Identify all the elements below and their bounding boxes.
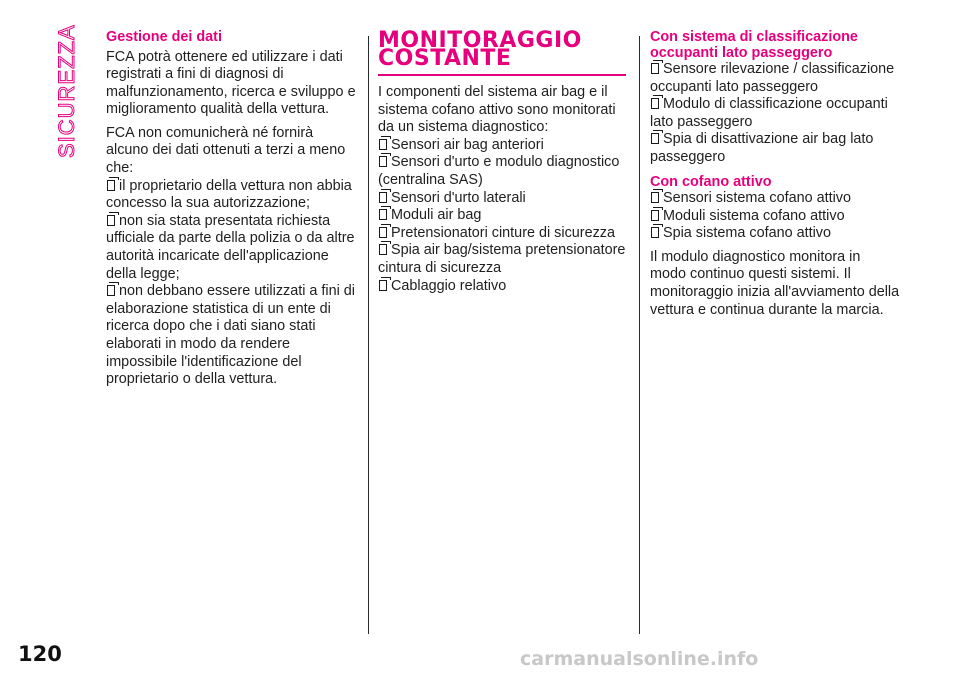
section-tab: [52, 24, 82, 160]
paragraph: Il modulo diagnostico monitora in modo continuo questi sistemi. Il monitoraggio inizia all'avviamento della vettura e continua durante la marcia.: [650, 248, 900, 318]
column-constant-monitoring: [378, 30, 628, 295]
page-bullet-icon: [651, 210, 659, 221]
page-bullet-icon: [379, 156, 387, 167]
list-item: [106, 213, 358, 283]
paragraph: I componenti del sistema air bag e il sistema cofano attivo sono monitorati da un sistema diagnostico:: [378, 84, 616, 136]
list-item-text: Spia di disattivazione air bag lato passeggero: [650, 131, 874, 165]
list-item-text: Spia sistema cofano attivo: [663, 225, 831, 242]
list-item-text: Moduli air bag: [391, 207, 482, 224]
page-bullet-icon: [651, 133, 659, 144]
list-item: [650, 96, 900, 131]
heading-occupant-classification: Con sistema di classificazione occupanti lato passeggero: [650, 29, 858, 61]
heading-data-management: Gestione dei dati: [106, 29, 222, 45]
page-bullet-icon: [379, 227, 387, 238]
list-item: [378, 190, 628, 208]
heading-constant-monitoring: [378, 28, 626, 76]
list-item-text: non debbano essere utilizzati a fini di elaborazione statistica di un ente di ricerca dopo che i dati siano stati elaborati in modo da rendere impossibile l'identificazione del proprietario o della vettura.: [106, 283, 355, 388]
list-item-text: Sensore rilevazione / classificazione occupanti lato passeggero: [650, 61, 895, 95]
list-item-text: il proprietario della vettura non abbia concesso la sua autorizzazione;: [106, 177, 352, 212]
list-item: [378, 207, 628, 225]
list-item-text: Sensori sistema cofano attivo: [663, 190, 851, 207]
paragraph: FCA potrà ottenere ed utilizzare i dati registrati a fini di diagnosi di malfunzionamento, ricerca e sviluppo e miglioramento qualità della vettura.: [106, 48, 356, 118]
list-item-text: Sensori d'urto laterali: [391, 189, 526, 206]
column-divider-left: [368, 36, 369, 634]
page-bullet-icon: [107, 285, 115, 296]
list-item-text: Sensori d'urto e modulo diagnostico (centralina SAS): [378, 154, 620, 188]
page-number: 120: [18, 642, 62, 666]
page-bullet-icon: [107, 215, 115, 226]
page-bullet-icon: [379, 192, 387, 203]
list-item: [378, 278, 628, 296]
page-bullet-icon: [379, 244, 387, 255]
heading-active-bonnet: Con cofano attivo: [650, 173, 772, 190]
heading-line: COSTANTE: [378, 46, 512, 71]
list-item: [650, 190, 900, 208]
list-item: [378, 137, 628, 155]
list-item: [378, 225, 628, 243]
heading-line: MONITORAGGIO: [378, 28, 582, 53]
list-item: [650, 131, 900, 166]
page-bullet-icon: [379, 209, 387, 220]
page-bullet-icon: [107, 180, 115, 191]
list-item: [106, 178, 358, 213]
page-bullet-icon: [651, 192, 659, 203]
list-item: [106, 283, 358, 389]
list-item-text: Pretensionatori cinture di sicurezza: [391, 224, 615, 241]
page-bullet-icon: [379, 139, 387, 150]
list-item: [650, 225, 900, 243]
page-bullet-icon: [651, 63, 659, 74]
list-item: [650, 208, 900, 226]
paragraph: FCA non comunicherà né fornirà alcuno dei dati ottenuti a terzi a meno che:: [106, 124, 346, 177]
list-item: [378, 242, 628, 277]
list-item-text: Spia air bag/sistema pretensionatore cintura di sicurezza: [378, 242, 626, 276]
page-bullet-icon: [651, 98, 659, 109]
list-item: [650, 61, 900, 96]
column-systems: [650, 30, 900, 325]
column-divider-right: [639, 36, 640, 634]
page-bullet-icon: [651, 227, 659, 238]
list-item-text: Sensori air bag anteriori: [391, 136, 544, 153]
list-item-text: Cablaggio relativo: [391, 277, 507, 294]
list-item-text: Moduli sistema cofano attivo: [663, 207, 845, 224]
list-item-text: non sia stata presentata richiesta ufficiale da parte della polizia o da altre autorità incaricate dell'applicazione della legge;: [106, 212, 355, 282]
section-tab-label: SICUREZZA: [54, 24, 79, 158]
watermark: carmanualsonline.info: [520, 648, 759, 670]
column-data-management: [106, 30, 358, 389]
list-item: [378, 154, 628, 189]
list-item-text: Modulo di classificazione occupanti lato passeggero: [650, 96, 888, 130]
page-bullet-icon: [379, 280, 387, 291]
